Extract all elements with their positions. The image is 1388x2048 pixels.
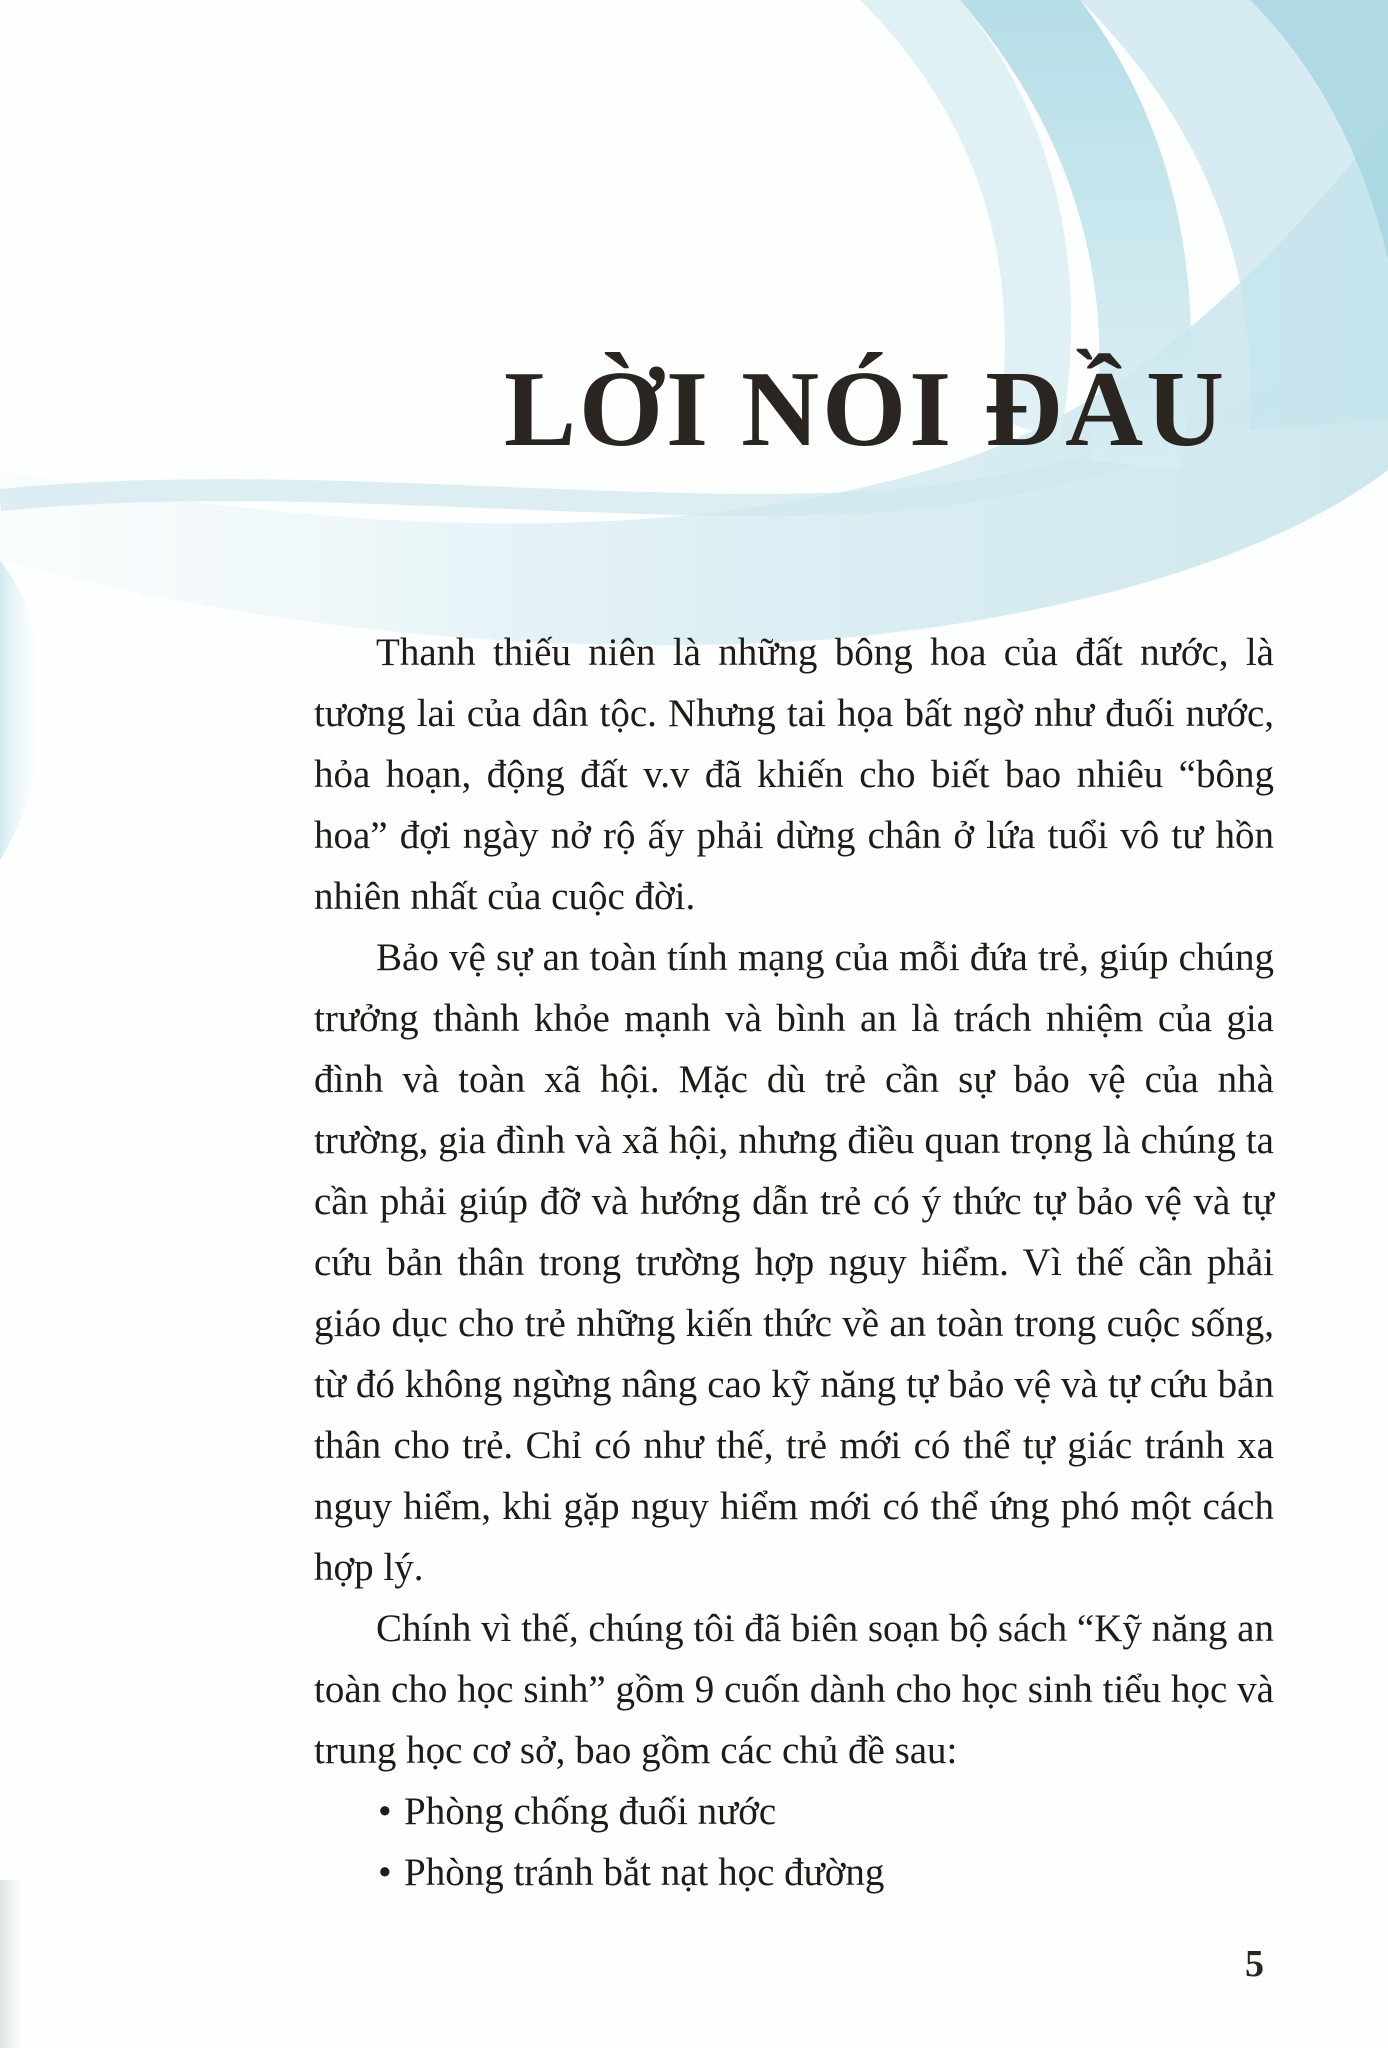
topic-list [314, 1781, 1274, 1903]
paragraph: Bảo vệ sự an toàn tính mạng của mỗi đứa trẻ, giúp chúng trưởng thành khỏe mạnh và bình an là trách nhiệm của gia đình và toàn xã hội. Mặc dù trẻ cần sự bảo vệ của nhà trường, gia đình và xã hội, nhưng điều quan trọng là chúng ta cần phải giúp đỡ và hướng dẫn trẻ có ý thức tự bảo vệ và tự cứu bản thân trong trường hợp nguy hiểm. Vì thế cần phải giáo dục cho trẻ những kiến thức về an toàn trong cuộc sống, từ đó không ngừng nâng cao kỹ năng tự bảo vệ và tự cứu bản thân cho trẻ. Chỉ có như thế, trẻ mới có thể tự giác tránh xa nguy hiểm, khi gặp nguy hiểm mới có thể ứng phó một cách hợp lý. [314, 936, 1274, 1589]
page-title: LỜI NÓI ĐẦU [504, 350, 1228, 469]
bullet-icon: • [378, 1790, 392, 1833]
bullet-icon: • [378, 1851, 392, 1894]
paragraph: Thanh thiếu niên là những bông hoa của đất nước, là tương lai của dân tộc. Nhưng tai họa bất ngờ như đuối nước, hỏa hoạn, động đất v.v đã khiến cho biết bao nhiêu “bông hoa” đợi ngày nở rộ ấy phải dừng chân ở lứa tuổi vô tư hồn nhiên nhất của cuộc đời. [314, 631, 1274, 918]
list-item-label: Phòng tránh bắt nạt học đường [404, 1851, 885, 1894]
paragraph: Chính vì thế, chúng tôi đã biên soạn bộ sách “Kỹ năng an toàn cho học sinh” gồm 9 cuốn dành cho học sinh tiểu học và trung học cơ sở, bao gồm các chủ đề sau: [314, 1607, 1274, 1772]
list-item [376, 1842, 1274, 1903]
page-number: 5 [1245, 1943, 1264, 1985]
preface-body [314, 622, 1274, 1903]
list-item-label: Phòng chống đuối nước [404, 1790, 777, 1833]
page-edge-shadow [0, 1880, 22, 2048]
list-item [376, 1781, 1274, 1842]
